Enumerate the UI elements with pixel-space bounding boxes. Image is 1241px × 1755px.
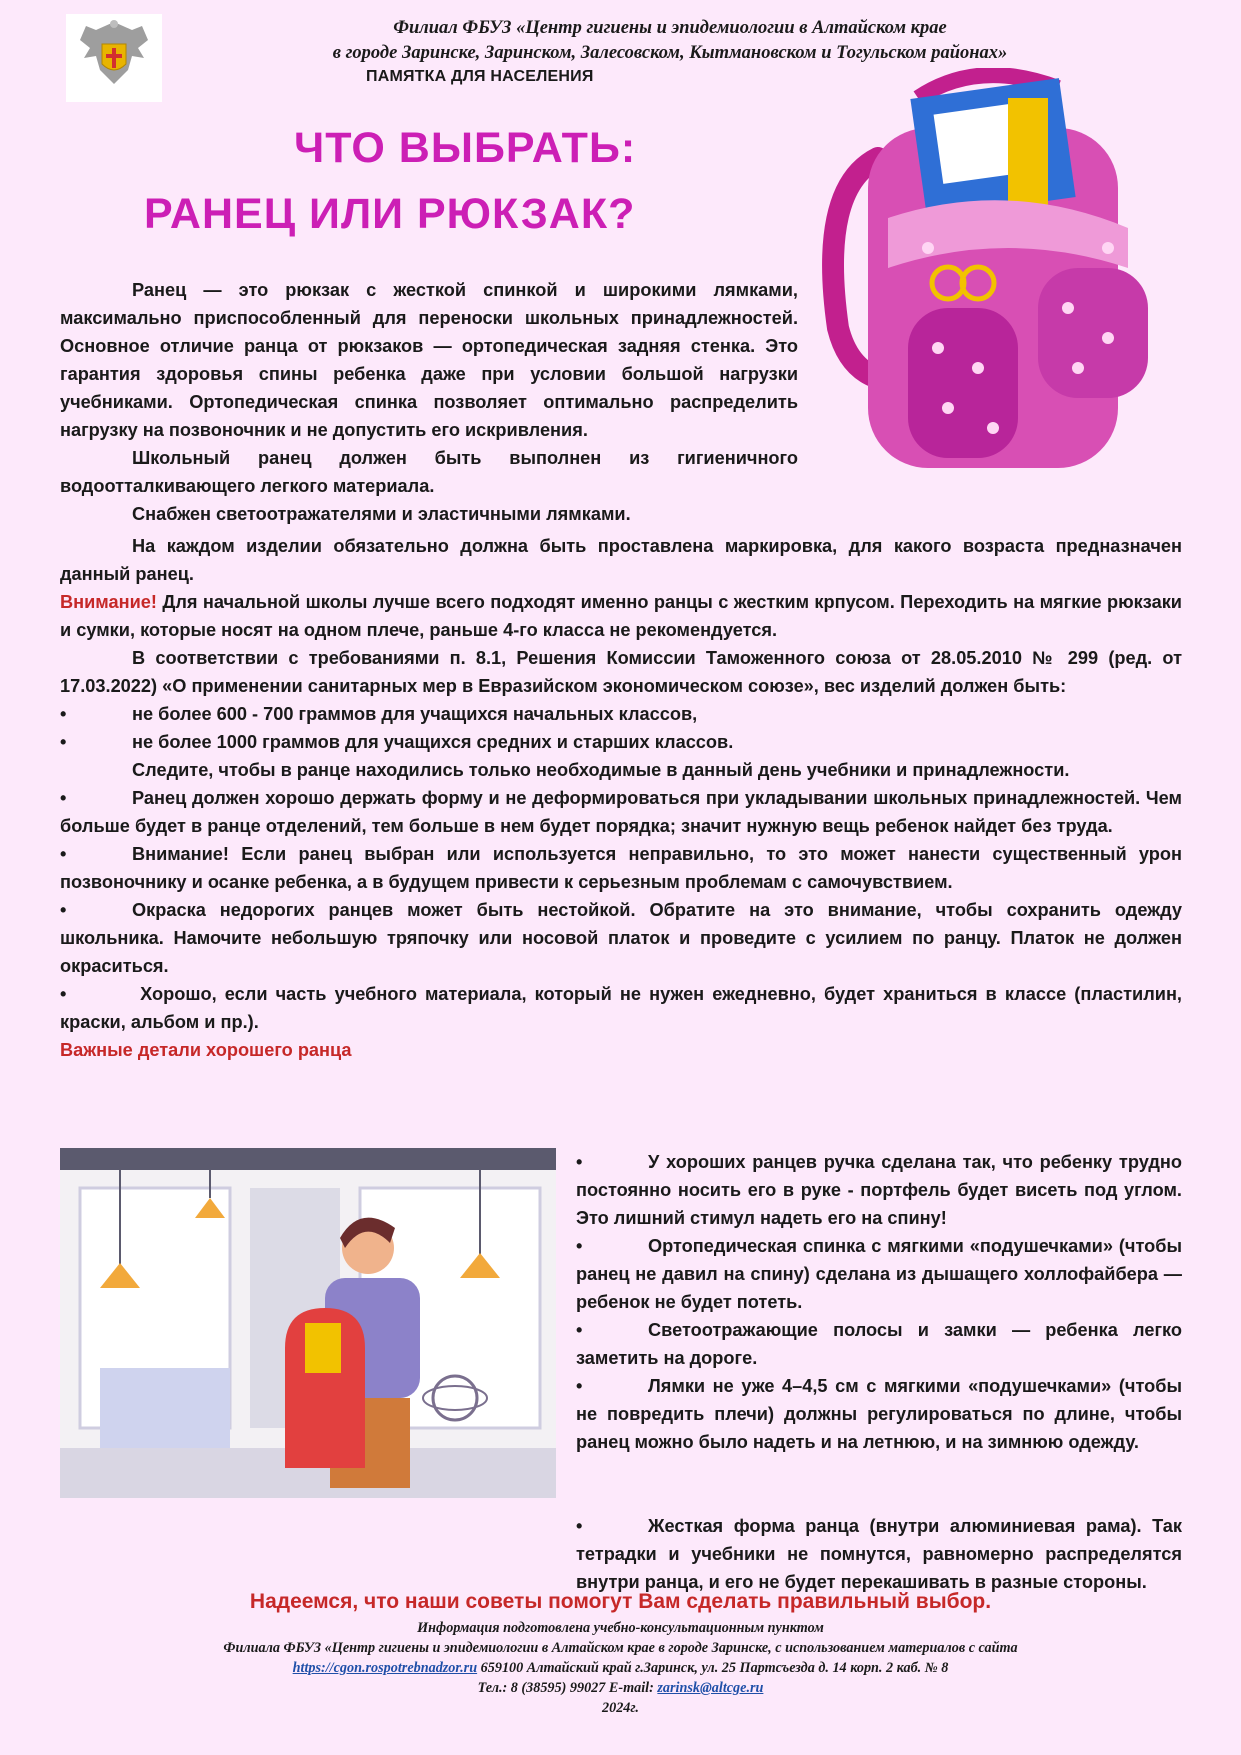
detail-item-5-text: Жесткая форма ранца (внутри алюминиевая рама). Так тетрадки и учебники не помнутся, равномерно распределятся внутри ранца, и его не будет перекашивать в разные стороны.	[576, 1516, 1182, 1592]
footer-year: 2024г.	[602, 1700, 639, 1716]
bullet-item-4-text: Хорошо, если часть учебного материала, который не нужен ежедневно, будет храниться в классе (пластилин, краски, альбом и пр.).	[60, 984, 1182, 1032]
bullet: •	[576, 1320, 583, 1340]
bullet: •	[576, 1152, 583, 1172]
bullet: •	[576, 1516, 583, 1536]
details-heading: Важные детали хорошего ранца	[60, 1040, 352, 1060]
org-line-2: в городе Заринске, Заринском, Залесовском, Кытмановском и Тогульском районах»	[332, 43, 1008, 63]
bullet-item-1-text: Ранец должен хорошо держать форму и не деформироваться при укладывании школьных принадлежностей. Чем больше будет в ранце отделений, тем больше в нем будет порядка; значит нужную вещь ребенок найдет без труда.	[60, 788, 1182, 836]
only-necessary-paragraph: Следите, чтобы в ранце находились только необходимые в данный день учебники и принадлежности.	[132, 760, 1070, 780]
intro-text	[60, 276, 798, 528]
student-packing-backpack-illustration	[60, 1148, 556, 1498]
bullet-item-3	[60, 896, 1182, 980]
detail-item-1	[576, 1148, 1182, 1232]
footer-phone: Тел.: 8 (38595) 99027 E-mail:	[477, 1680, 658, 1696]
page-title-line-2: РАНЕЦ ИЛИ РЮКЗАК?	[144, 190, 636, 238]
footer-contacts	[0, 1678, 1241, 1698]
intro-paragraph-1: Ранец — это рюкзак с жесткой спинкой и широкими лямками, максимально приспособленный для переноски школьных принадлежностей. Основное отличие ранца от рюкзаков — ортопедическая задняя стенка. Это гарантия здоровья спины ребенка даже при условии большой нагрузки учебниками. Ортопедическая спинка позволяет оптимально распределить нагрузку на позвоночник и не допустить его искривления.	[60, 280, 798, 440]
footer-address-line	[0, 1658, 1241, 1678]
bullet-item-4	[60, 980, 1182, 1036]
detail-item-2-text: Ортопедическая спинка с мягкими «подушечками» (чтобы ранец не давил на спину) сделана из дышащего холлофайбера — ребенок не будет потеть.	[576, 1236, 1182, 1312]
bullet: •	[576, 1236, 583, 1256]
weight-item-1-text: не более 600 - 700 граммов для учащихся начальных классов,	[132, 704, 698, 724]
rospotrebnadzor-emblem	[66, 14, 162, 102]
detail-item-4	[576, 1372, 1182, 1456]
bullet: •	[60, 704, 67, 724]
footer-address: 659100 Алтайский край г.Заринск, ул. 25 Партсъезда д. 14 корп. 2 каб. № 8	[477, 1660, 949, 1676]
detail-item-5	[60, 1512, 1182, 1596]
detail-item-3	[576, 1316, 1182, 1372]
details-list	[576, 1148, 1182, 1456]
bullet: •	[60, 844, 67, 864]
requirements-paragraph: В соответствии с требованиями п. 8.1, Решения Комиссии Таможенного союза от 28.05.2010 № 299 (ред. от 17.03.2022) «О применении санитарных мер в Евразийском экономическом союзе», вес изделий должен быть:	[60, 648, 1182, 696]
attention-paragraph	[60, 588, 1182, 644]
main-text	[60, 532, 1182, 1064]
bullet-item-2	[60, 840, 1182, 896]
weight-item-1	[60, 700, 1182, 728]
bullet: •	[60, 788, 67, 808]
footer-prepared-by: Информация подготовлена учебно-консультационным пунктом	[417, 1620, 824, 1636]
bullet: •	[576, 1376, 583, 1396]
email-link[interactable]: zarinsk@altcge.ru	[657, 1680, 764, 1696]
bullet: •	[60, 900, 67, 920]
bullet: •	[60, 984, 67, 1004]
labeling-paragraph: На каждом изделии обязательно должна быть проставлена маркировка, для какого возраста предназначен данный ранец.	[60, 536, 1182, 584]
backpack-illustration	[808, 68, 1184, 472]
website-link[interactable]: https://cgon.rospotrebnadzor.ru	[292, 1660, 478, 1676]
memo-label: ПАМЯТКА ДЛЯ НАСЕЛЕНИЯ	[366, 68, 594, 85]
org-line-1: Филиал ФБУЗ «Центр гигиены и эпидемиологии в Алтайском крае	[393, 18, 947, 38]
detail-item-2	[576, 1232, 1182, 1316]
detail-item-3-text: Светоотражающие полосы и замки — ребенка легко заметить на дороге.	[576, 1320, 1182, 1368]
bullet: •	[60, 732, 67, 752]
attention-text: Для начальной школы лучше всего подходят именно ранцы с жестким крпусом. Переходить на мягкие рюкзаки и сумки, которые носят на одном плече, раньше 4-го класса не рекомендуется.	[60, 592, 1182, 640]
detail-item-4-text: Лямки не уже 4–4,5 см с мягкими «подушечками» (чтобы не повредить плечи) должны регулироваться по длине, чтобы ранец можно было надеть и на летнюю, и на зимнюю одежду.	[576, 1376, 1182, 1452]
detail-item-1-text: У хороших ранцев ручка сделана так, что ребенку трудно постоянно носить его в руке - портфель будет висеть под углом. Это лишний стимул надеть его на спину!	[576, 1152, 1182, 1228]
bullet-item-1	[60, 784, 1182, 840]
page-title-line-1: ЧТО ВЫБРАТЬ:	[294, 124, 637, 172]
intro-paragraph-3: Снабжен светоотражателями и эластичными лямками.	[132, 504, 631, 524]
intro-paragraph-2: Школьный ранец должен быть выполнен из гигиеничного водоотталкивающего легкого материала.	[60, 448, 798, 496]
closing-message: Надеемся, что наши советы помогут Вам сделать правильный выбор.	[249, 1590, 992, 1613]
weight-item-2	[60, 728, 1182, 756]
footer-info	[0, 1618, 1241, 1718]
attention-label: Внимание!	[60, 592, 157, 612]
organization-header	[240, 16, 1100, 66]
footer-organization: Филиала ФБУЗ «Центр гигиены и эпидемиологии в Алтайском крае в городе Заринске, с использованием материалов с сайта	[223, 1640, 1018, 1656]
weight-item-2-text: не более 1000 граммов для учащихся средних и старших классов.	[132, 732, 734, 752]
bullet-item-3-text: Окраска недорогих ранцев может быть нестойкой. Обратите на это внимание, чтобы сохранить одежду школьника. Намочите небольшую тряпочку или носовой платок и проведите с усилием по ранцу. Платок не должен окраситься.	[60, 900, 1182, 976]
detail-item-5-line	[60, 1512, 1182, 1596]
bullet-item-2-text: Внимание! Если ранец выбран или используется неправильно, то это может нанести существенный урон позвоночнику и осанке ребенка, а в будущем привести к серьезным проблемам с самочувствием.	[60, 844, 1182, 892]
